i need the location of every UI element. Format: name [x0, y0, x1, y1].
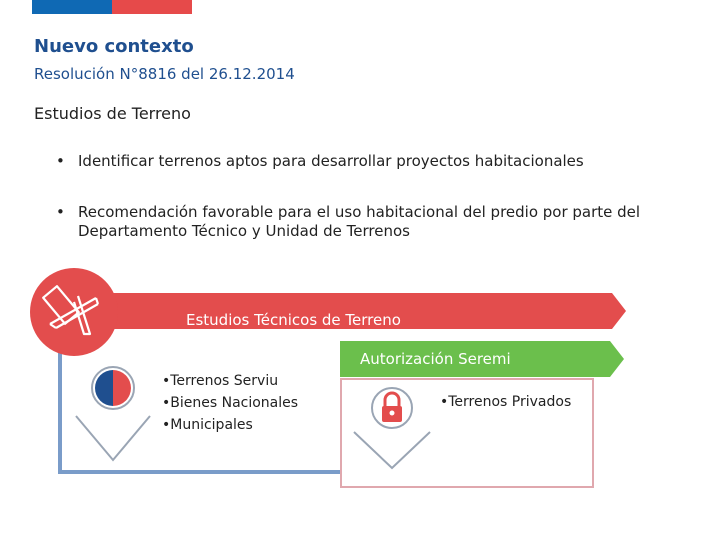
bullet-marker: •	[56, 152, 65, 170]
bullet-text: Identificar terrenos aptos para desarrollar proyectos habitacionales	[78, 152, 584, 170]
chile-flag-pin-icon	[72, 364, 154, 464]
bullet-text: Recomendación favorable para el uso habitacional del predio por parte del Departamento Técnico y Unidad de Terrenos	[78, 203, 641, 240]
page-subtitle: Resolución N°8816 del 26.12.2014	[34, 65, 295, 83]
page-title: Nuevo contexto	[34, 36, 194, 57]
lock-pin-icon	[350, 384, 434, 472]
bullet-marker: •	[56, 203, 65, 221]
tools-icon	[30, 268, 118, 356]
seremi-label: Autorización Seremi	[360, 350, 511, 368]
list-item: •Terrenos Privados	[440, 394, 572, 410]
list-item: •Terrenos Serviu	[162, 373, 279, 389]
public-land-list	[162, 370, 298, 436]
list-item: •Municipales	[162, 417, 253, 433]
band-arrow-icon	[608, 293, 628, 329]
band-arrow-icon	[606, 341, 626, 377]
tools-badge	[30, 268, 118, 356]
brand-bar-red	[112, 0, 192, 14]
list-item: •Bienes Nacionales	[162, 395, 299, 411]
section-heading: Estudios de Terreno	[34, 104, 191, 123]
brand-bar-blue	[32, 0, 112, 14]
private-land-list	[440, 394, 571, 410]
technical-studies-label: Estudios Técnicos de Terreno	[186, 311, 401, 329]
